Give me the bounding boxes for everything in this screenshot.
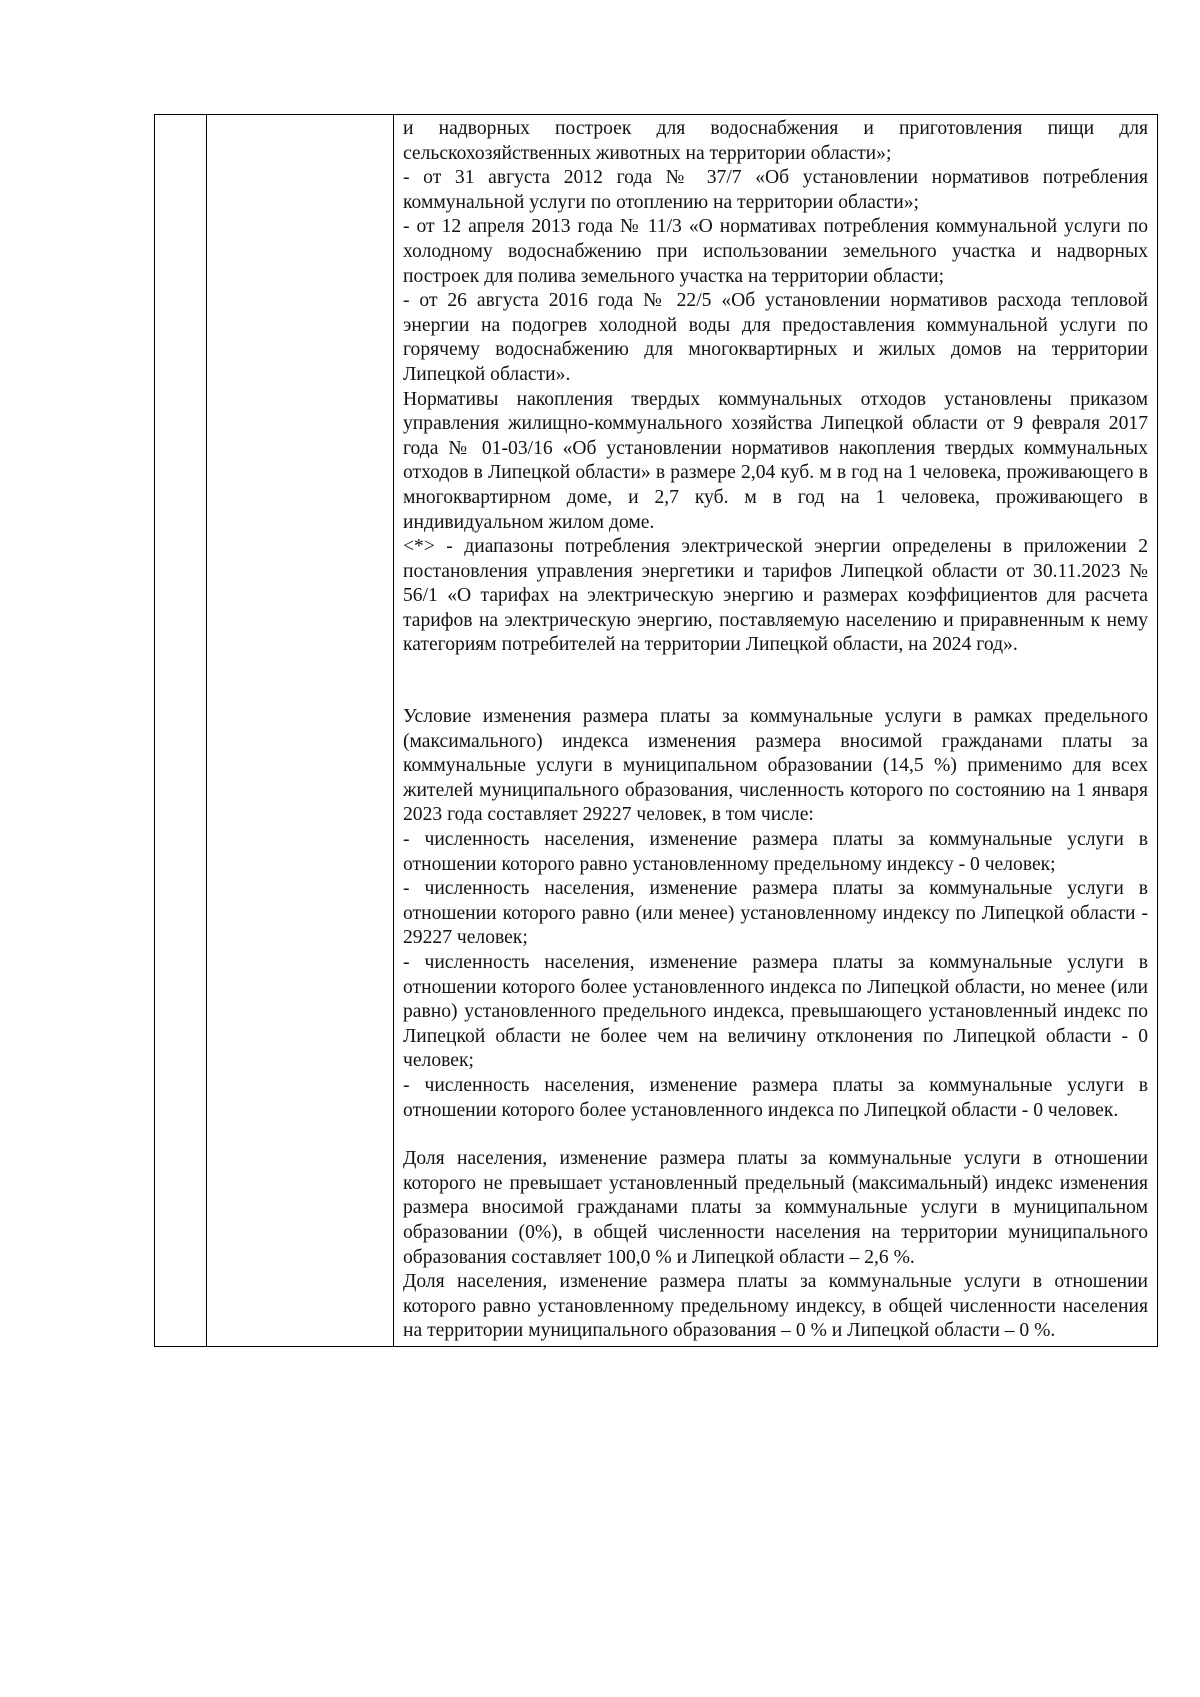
paragraph: - от 31 августа 2012 года № 37/7 «Об установлении нормативов потребления коммунальной услуги по отоплению на территории области»; (403, 167, 1148, 213)
paragraph: Доля населения, изменение размера платы за коммунальные услуги в отношении которого равно установленному предельному индексу, в общей численности населения на территории муниципального образования – 0 % и Липецкой области – 0 %. (403, 1271, 1148, 1342)
number-cell (155, 115, 207, 1347)
paragraph: <*> - диапазоны потребления электрической энергии определены в приложении 2 постановления управления энергетики и тарифов Липецкой области от 30.11.2023 № 56/1 «О тарифах на электрическую энергию и размерах коэффициентов для расчета тарифов на электрическую энергию, поставляемую населению и приравненным к нему категориям потребителей на территории Липецкой области, на 2024 год». (403, 536, 1148, 656)
paragraph: - от 12 апреля 2013 года № 11/3 «О нормативах потребления коммунальной услуги по холодному водоснабжению при использовании земельного участка и надворных построек для полива земельного участка на территории области; (403, 216, 1148, 287)
paragraph: и надворных построек для водоснабжения и приготовления пищи для сельскохозяйственных животных на территории области»; (403, 118, 1148, 164)
paragraph: - от 26 августа 2016 года № 22/5 «Об установлении нормативов расхода тепловой энергии на подогрев холодной воды для предоставления коммунальной услуги по горячему водоснабжению для многоквартирных и жилых домов на территории Липецкой области». (403, 290, 1148, 385)
spacer (403, 1123, 1148, 1147)
paragraph: Нормативы накопления твердых коммунальных отходов установлены приказом управления жилищно-коммунального хозяйства Липецкой области от 9 февраля 2017 года № 01-03/16 «Об установлении нормативов накопления твердых коммунальных отходов в Липецкой области» в размере 2,04 куб. м в год на 1 человека, проживающего в многоквартирном доме, и 2,7 куб. м в год на 1 человека, проживающего в индивидуальном жилом доме. (403, 388, 1148, 533)
paragraph: - численность населения, изменение размера платы за коммунальные услуги в отношении которого равно (или менее) установленному индексу по Липецкой области - 29227 человек; (403, 878, 1148, 949)
content-text (394, 115, 1157, 1346)
content-cell (394, 115, 1158, 1347)
paragraph: - численность населения, изменение размера платы за коммунальные услуги в отношении которого более установленного индекса по Липецкой области - 0 человек. (403, 1074, 1148, 1121)
paragraph: Условие изменения размера платы за коммунальные услуги в рамках предельного (максимального) индекса изменения размера вносимой гражданами платы за коммунальные услуги в муниципальном образовании (14,5 %) применимо для всех жителей муниципального образования, численность которого по состоянию на 1 января 2023 года составляет 29227 человек, в том числе: (403, 706, 1148, 826)
table-row (155, 115, 1158, 1347)
spacer (403, 658, 1148, 705)
document-table (154, 114, 1158, 1347)
indicator-cell (207, 115, 394, 1347)
paragraph: - численность населения, изменение размера платы за коммунальные услуги в отношении которого равно установленному предельному индексу - 0 человек; (403, 829, 1148, 875)
paragraph: Доля населения, изменение размера платы за коммунальные услуги в отношении которого не превышает установленный предельный (максимальный) индекс изменения размера вносимой гражданами платы за коммунальные услуги в муниципальном образовании (0%), в общей численности населения на территории муниципального образования составляет 100,0 % и Липецкой области – 2,6 %. (403, 1148, 1148, 1268)
paragraph: - численность населения, изменение размера платы за коммунальные услуги в отношении которого более установленного индекса по Липецкой области, но менее (или равно) установленного предельного индекса, превышающего установленный индекс по Липецкой области не более чем на величину отклонения по Липецкой области - 0 человек; (403, 952, 1148, 1072)
